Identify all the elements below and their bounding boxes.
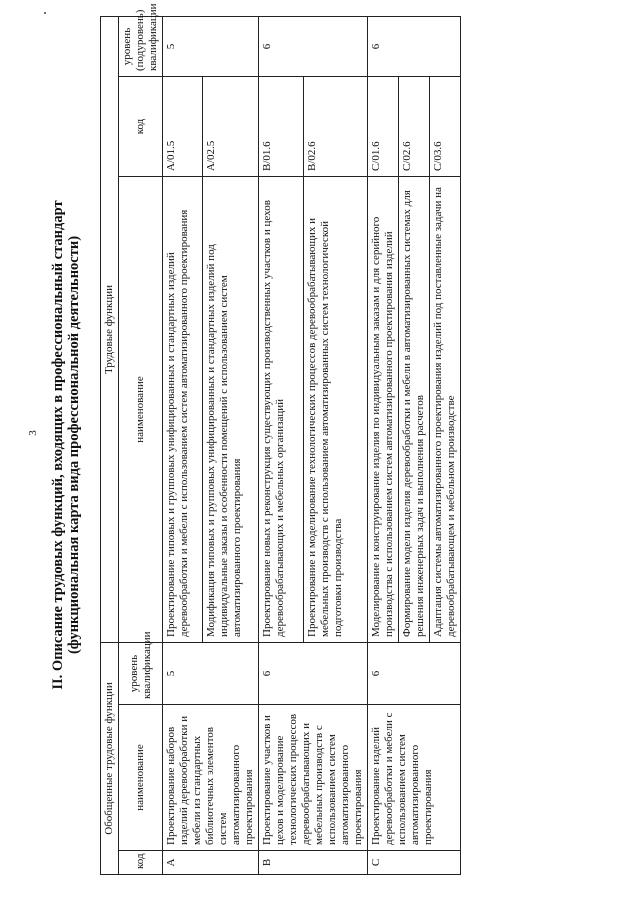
- scan-speck: [44, 12, 46, 14]
- function-code: A/02.5: [202, 77, 258, 177]
- title-line-1: II. Описание трудовых функций, входящих в профессиональный стандарт: [50, 200, 66, 690]
- function-name: Моделирование и конструирование изделия по индивидуальным заказам и для серийного производства с использованием систем автоматизированного проектирования изделий: [368, 177, 399, 643]
- function-code: B/02.6: [304, 77, 368, 177]
- function-sublevel: 6: [368, 16, 461, 76]
- header-name: наименование: [119, 705, 163, 851]
- page-number: 3: [26, 430, 39, 436]
- header-labor-functions: Трудовые функции: [101, 16, 119, 642]
- header-row-1: [101, 16, 119, 874]
- function-name: Проектирование новых и реконструкция существующих производственных участков и цехов деревообрабатывающих и мебельных организаций: [259, 177, 304, 643]
- header-level: уровень квалификации: [119, 643, 163, 705]
- group-level: 5: [163, 643, 259, 705]
- function-sublevel: 5: [163, 16, 259, 76]
- header-row-2: [119, 16, 163, 874]
- group-name: Проектирование изделий деревообработки и мебели с использованием систем автоматизированного проектирования: [368, 705, 461, 851]
- table-row: [163, 16, 203, 874]
- function-name: Адаптация системы автоматизированного проектирования изделий под поставленные задачи на деревообрабатывающем и мебельном производстве: [430, 177, 461, 643]
- group-code: A: [163, 851, 259, 875]
- document-title: [50, 15, 82, 875]
- function-code: B/01.6: [259, 77, 304, 177]
- group-code: B: [259, 851, 368, 875]
- function-name: Проектирование типовых и групповых унифицированных и стандартных изделий деревообработки и мебели с использованием систем автоматизированного проектирования: [163, 177, 203, 643]
- title-line-2: (функциональная карта вида профессиональной деятельности): [66, 235, 82, 655]
- group-level: 6: [368, 643, 461, 705]
- group-name: Проектирование наборов изделий деревообработки и мебели из стандартных библиотечных элементов систем автоматизированного проектирования: [163, 705, 259, 851]
- group-code: C: [368, 851, 461, 875]
- function-name: Формирование модели изделия деревообработки и мебели в автоматизированных системах для решения инженерных задач и выполнения расчетов: [399, 177, 430, 643]
- function-name: Модификация типовых и групповых унифицированных и стандартных изделий под индивидуальные заказы и особенности помещений с использованием систем автоматизированного проектирования: [202, 177, 258, 643]
- function-code: C/01.6: [368, 77, 399, 177]
- group-name: Проектирование участков и цехов и моделирование технологических процессов деревообрабатывающих и мебельных производств с использованием систем автоматизированного проектирования: [259, 705, 368, 851]
- rotated-content: [48, 3, 588, 875]
- function-code: A/01.5: [163, 77, 203, 177]
- group-level: 6: [259, 643, 368, 705]
- header-name-2: наименование: [119, 177, 163, 643]
- table-row: [368, 16, 399, 874]
- header-sublevel: уровень (подуровень) квалификации: [119, 16, 163, 76]
- header-code: код: [119, 851, 163, 875]
- function-sublevel: 6: [259, 16, 368, 76]
- function-code: C/02.6: [399, 77, 430, 177]
- functional-map-table: [100, 3, 461, 875]
- function-code: C/03.6: [430, 77, 461, 177]
- function-name: Проектирование и моделирование технологических процессов деревообрабатывающих и мебельных производств с использованием автоматизированных систем технологической подготовки производства: [304, 177, 368, 643]
- header-generalized: Обобщенные трудовые функции: [101, 643, 119, 875]
- table-row: [259, 16, 304, 874]
- header-code-2: код: [119, 77, 163, 177]
